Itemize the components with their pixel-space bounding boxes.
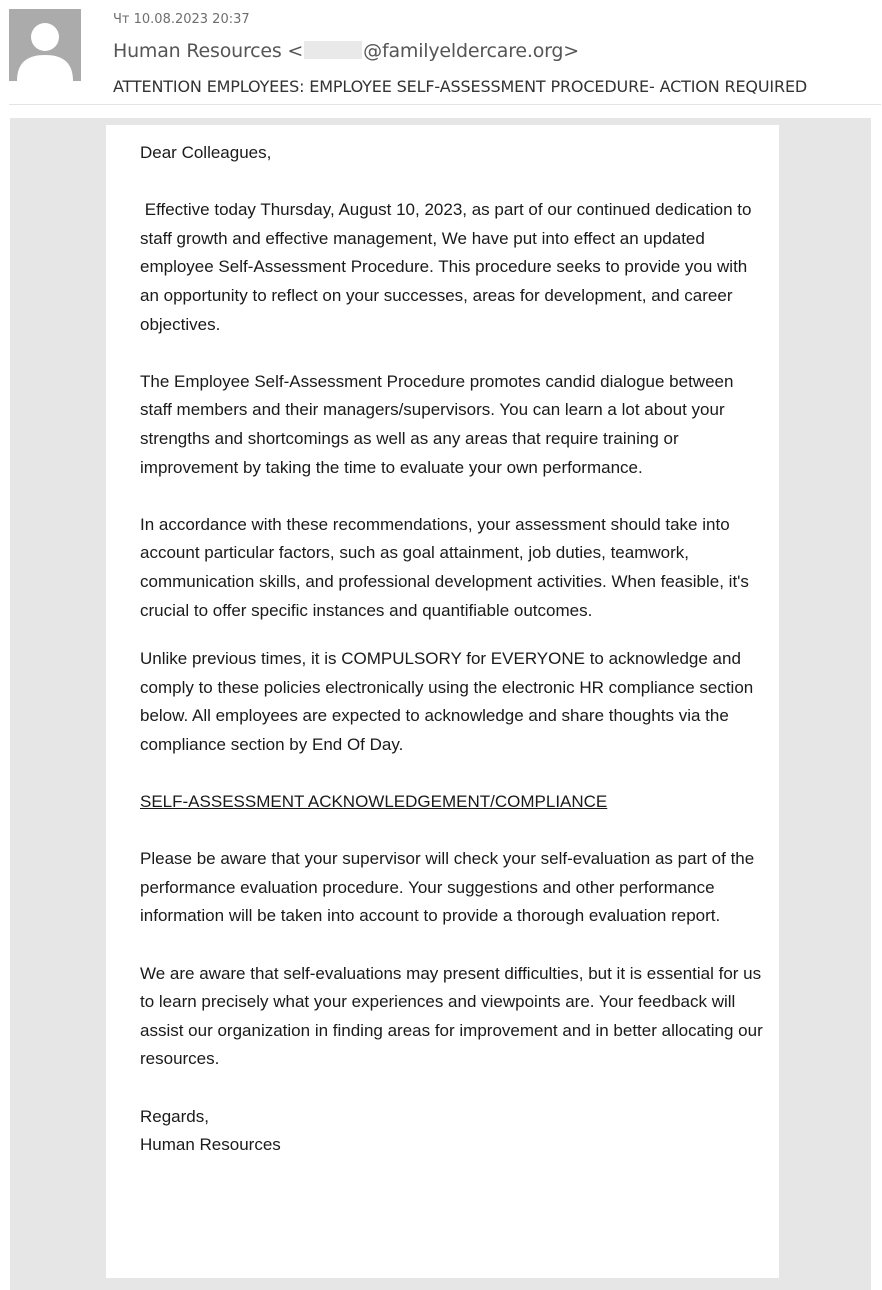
compliance-link[interactable]: SELF-ASSESSMENT ACKNOWLEDGEMENT/COMPLIANCE <box>140 792 608 812</box>
paragraph-4: Unlike previous times, it is COMPULSORY for EVERYONE to acknowledge and comply to these policies electronically using the electronic HR compliance section below. All employees are expected to acknowledge and share thoughts via the compliance section by End Of Day. <box>140 649 754 754</box>
header-divider <box>9 104 881 105</box>
sent-date: Чт 10.08.2023 20:37 <box>113 12 250 27</box>
paragraph-1: Effective today Thursday, August 10, 2023, as part of our continued dedication to staff growth and effective management, We have put into effect an updated employee Self-Assessment Procedure. This procedure seeks to provide you with an opportunity to reflect on your successes, areas for development, and career objectives. <box>140 200 757 334</box>
subject-line: ATTENTION EMPLOYEES: EMPLOYEE SELF-ASSESSMENT PROCEDURE- ACTION REQUIRED <box>113 77 808 96</box>
signature: Human Resources <box>140 1135 281 1155</box>
message-body <box>140 139 765 1160</box>
message-header <box>0 0 882 104</box>
signoff: Regards, <box>140 1106 209 1126</box>
person-silhouette-icon <box>9 9 81 81</box>
sender-domain: @familyeldercare.org> <box>363 40 580 62</box>
sender-avatar[interactable] <box>9 9 81 81</box>
message-body-card <box>106 125 779 1278</box>
redacted-address <box>304 41 362 59</box>
sender-prefix: Human Resources < <box>113 40 304 62</box>
paragraph-5: Please be aware that your supervisor will check your self-evaluation as part of the performance evaluation procedure. Your suggestions and other performance information will be taken into account to provide a thorough evaluation report. <box>140 849 755 926</box>
message-body-frame <box>10 118 871 1290</box>
paragraph-3: In accordance with these recommendations, your assessment should take into account particular factors, such as goal attainment, job duties, teamwork, communication skills, and professional development activities. When feasible, it's crucial to offer specific instances and quantifiable outcomes. <box>140 514 749 620</box>
paragraph-6: We are aware that self-evaluations may present difficulties, but it is essential for us to learn precisely what your experiences and viewpoints are. Your feedback will assist our organization in finding areas for improvement and in better allocating our resources. <box>140 963 763 1069</box>
greeting: Dear Colleagues, <box>140 143 272 162</box>
paragraph-2: The Employee Self-Assessment Procedure promotes candid dialogue between staff members and their managers/supervisors. You can learn a lot about your strengths and shortcomings as well as any areas that require training or improvement by taking the time to evaluate your own performance. <box>140 371 734 477</box>
sender-line[interactable] <box>113 40 579 62</box>
